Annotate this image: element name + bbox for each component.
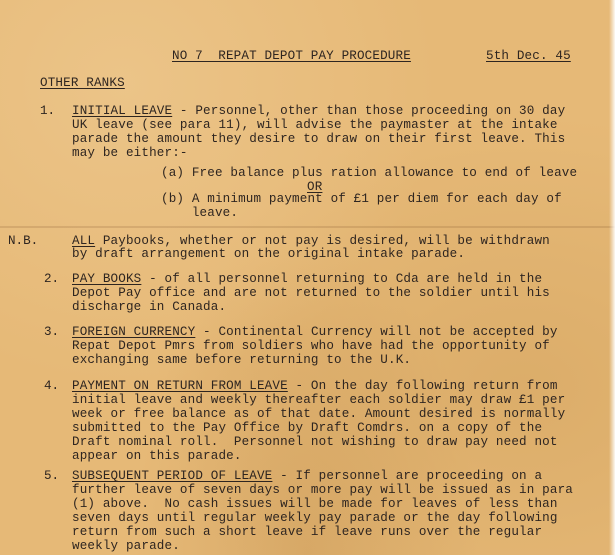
paragraph-2-number: 2. <box>44 272 60 286</box>
paragraph-2-line-1 <box>72 272 542 286</box>
paragraph-4-line-6: appear on this parade. <box>72 449 242 463</box>
paragraph-5-line-5: return from such a short leave if leave runs over the regular <box>72 525 543 539</box>
nb-heading: ALL <box>72 234 96 248</box>
paragraph-1-option-b-line-1: (b) A minimum payment of £1 per diem for each day of <box>161 192 562 206</box>
paragraph-2-heading: PAY BOOKS <box>72 272 142 286</box>
paragraph-2-line-2: Depot Pay office and are not returned to the soldier until his <box>72 286 550 300</box>
paragraph-3-number: 3. <box>44 325 60 339</box>
paragraph-5-line-3: (1) above. No cash issues will be made for leaves of less than <box>72 497 558 511</box>
paragraph-3-line-2: Repat Depot Pmrs from soldiers who have had the opportunity of <box>72 339 550 353</box>
paragraph-1-line-1-text: - Personnel, other than those proceeding on 30 day <box>172 104 566 118</box>
paragraph-4-line-2: initial leave and weekly thereafter each soldier may draw £1 per <box>72 393 566 407</box>
paragraph-5-heading: SUBSEQUENT PERIOD OF LEAVE <box>72 469 273 483</box>
section-heading-other-ranks: OTHER RANKS <box>40 76 125 90</box>
paragraph-5-line-2: further leave of seven days or more pay will be issued as in para <box>72 483 573 497</box>
paragraph-2-line-1-text: - of all personnel returning to Cda are held in the <box>141 272 543 286</box>
paper-edge <box>609 0 615 555</box>
nb-line-1-text: Paybooks, whether or not pay is desired, will be withdrawn <box>95 234 550 248</box>
paragraph-5-line-4: seven days until regular weekly pay parade or the day following <box>72 511 558 525</box>
nb-line-1 <box>72 234 550 248</box>
paragraph-4-heading: PAYMENT ON RETURN FROM LEAVE <box>72 379 288 393</box>
paragraph-1-option-b-line-2: leave. <box>161 206 239 220</box>
paragraph-1-option-a: (a) Free balance plus ration allowance to end of leave <box>161 166 578 180</box>
nb-label: N.B. <box>8 234 39 248</box>
paragraph-5-line-1 <box>72 469 542 483</box>
paragraph-1-number: 1. <box>40 104 56 118</box>
paragraph-3-line-1-text: - Continental Currency will not be accepted by <box>195 325 558 339</box>
paragraph-1-line-1 <box>72 104 565 118</box>
nb-line-2: by draft arrangement on the original intake parade. <box>72 247 466 261</box>
paper-fold-line <box>0 226 615 228</box>
paragraph-5-number: 5. <box>44 469 60 483</box>
paragraph-1-line-4: may be either:- <box>72 146 188 160</box>
paragraph-3-line-3: exchanging same before returning to the U.K. <box>72 353 412 367</box>
paragraph-1-or: OR <box>307 180 323 194</box>
paragraph-3-heading: FOREIGN CURRENCY <box>72 325 196 339</box>
paragraph-4-line-3: week or free balance as of that date. Amount desired is normally <box>72 407 566 421</box>
paragraph-5-line-1-text: - If personnel are proceeding on a <box>272 469 543 483</box>
paragraph-5-line-6: weekly parade. <box>72 539 180 553</box>
document-title: NO 7 REPAT DEPOT PAY PROCEDURE <box>172 49 411 63</box>
paragraph-2-line-3: discharge in Canada. <box>72 300 227 314</box>
paragraph-3-line-1 <box>72 325 558 339</box>
paragraph-4-line-4: submitted to the Pay Office by Draft Comdrs. on a copy of the <box>72 421 543 435</box>
paragraph-1-heading: INITIAL LEAVE <box>72 104 173 118</box>
paragraph-4-number: 4. <box>44 379 60 393</box>
document-date: 5th Dec. 45 <box>486 49 571 63</box>
paragraph-1-line-2: UK leave (see para 11), will advise the paymaster at the intake <box>72 118 558 132</box>
paragraph-4-line-1 <box>72 379 558 393</box>
paragraph-4-line-5: Draft nominal roll. Personnel not wishing to draw pay need not <box>72 435 558 449</box>
paragraph-1-line-3: parade the amount they desire to draw on their first leave. This <box>72 132 566 146</box>
paragraph-4-line-1-text: - On the day following return from <box>287 379 558 393</box>
